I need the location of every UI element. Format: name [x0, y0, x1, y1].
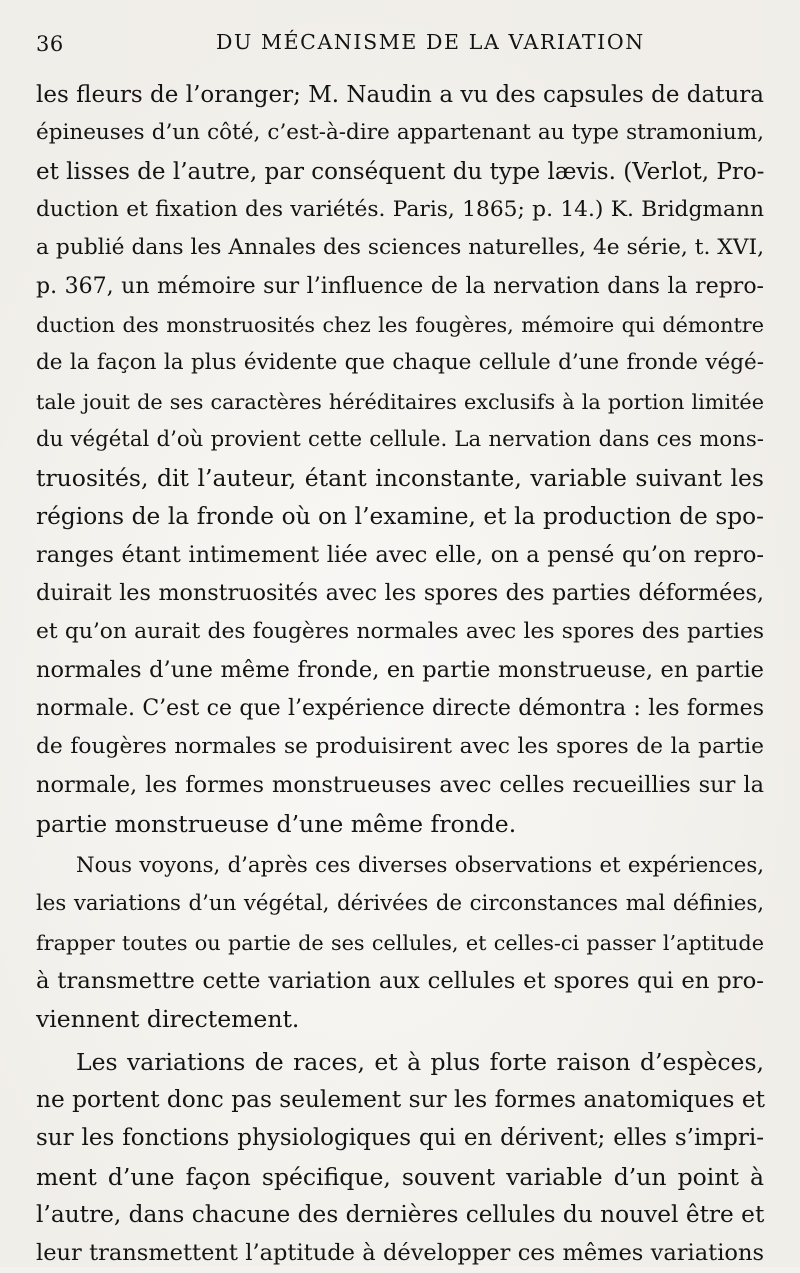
text-line: à transmettre cette variation aux cellules et spores qui en pro-	[36, 967, 764, 994]
text-line: normale, les formes monstrueuses avec celles recueillies sur la	[36, 772, 764, 799]
text-line: ne portent donc pas seulement sur les formes anatomiques et	[36, 1085, 765, 1113]
text-line: et lisses de l’autre, par conséquent du type lævis. (Verlot, Pro-	[36, 158, 765, 185]
text-line: p. 367, un mémoire sur l’influence de la nervation dans la repro-	[36, 273, 764, 299]
text-line: a publié dans les Annales des sciences naturelles, 4e série, t. XVI,	[36, 235, 764, 261]
text-line: les variations d’un végétal, dérivées de circonstances mal définies,	[36, 891, 764, 917]
text-line: du végétal d’où provient cette cellule. La nervation dans ces mons-	[36, 427, 764, 453]
text-line: et qu’on aurait des fougères normales avec les spores des parties	[36, 618, 764, 644]
text-line: de fougères normales se produisirent avec les spores de la partie	[36, 733, 764, 759]
text-line: régions de la fronde où on l’examine, et la production de spo-	[36, 502, 764, 530]
text-line: épineuses d’un côté, c’est-à-dire appartenant au type stramonium,	[36, 120, 764, 146]
text-line: duirait les monstruosités avec les spores des parties déformées,	[36, 580, 764, 607]
text-line: Nous voyons, d’après ces diverses observations et expériences,	[76, 852, 764, 878]
text-line: de la façon la plus évidente que chaque cellule d’une fronde végé-	[36, 350, 764, 376]
text-line: partie monstrueuse d’une même fronde.	[36, 809, 517, 838]
text-line: frapper toutes ou partie de ses cellules, et celles-ci passer l’aptitude	[36, 930, 764, 955]
page-header	[36, 30, 764, 64]
text-line: Les variations de races, et à plus forte raison d’espèces,	[76, 1047, 764, 1076]
page-number: 36	[36, 32, 64, 56]
text-line: sur les fonctions physiologiques qui en dérivent; elles s’impri-	[36, 1125, 764, 1152]
text-line: normale. C’est ce que l’expérience directe démontra : les formes	[36, 695, 764, 721]
text-line: ranges étant intimement liée avec elle, on a pensé qu’on repro-	[36, 542, 764, 569]
text-line: viennent directement.	[36, 1005, 300, 1034]
text-line: leur transmettent l’aptitude à développer ces mêmes variations	[36, 1240, 764, 1267]
text-line: normales d’une même fronde, en partie monstrueuse, en partie	[36, 657, 764, 684]
text-line: duction des monstruosités chez les fougères, mémoire qui démontre	[36, 313, 764, 338]
text-line: tale jouit de ses caractères héréditaires exclusifs à la portion limitée	[36, 389, 764, 414]
text-line: l’autre, dans chacune des dernières cellules du nouvel être et	[36, 1200, 765, 1228]
running-head: DU MÉCANISME DE LA VARIATION	[216, 30, 645, 54]
text-line: ment d’une façon spécifique, souvent variable d’un point à	[36, 1162, 764, 1191]
text-line: les fleurs de l’oranger; M. Naudin a vu des capsules de datura	[36, 82, 764, 108]
text-line: duction et fixation des variétés. Paris, 1865; p. 14.) K. Bridgmann	[36, 197, 764, 223]
text-line: truosités, dit l’auteur, étant inconstante, variable suivant les	[36, 464, 764, 493]
body-text	[36, 76, 764, 1273]
